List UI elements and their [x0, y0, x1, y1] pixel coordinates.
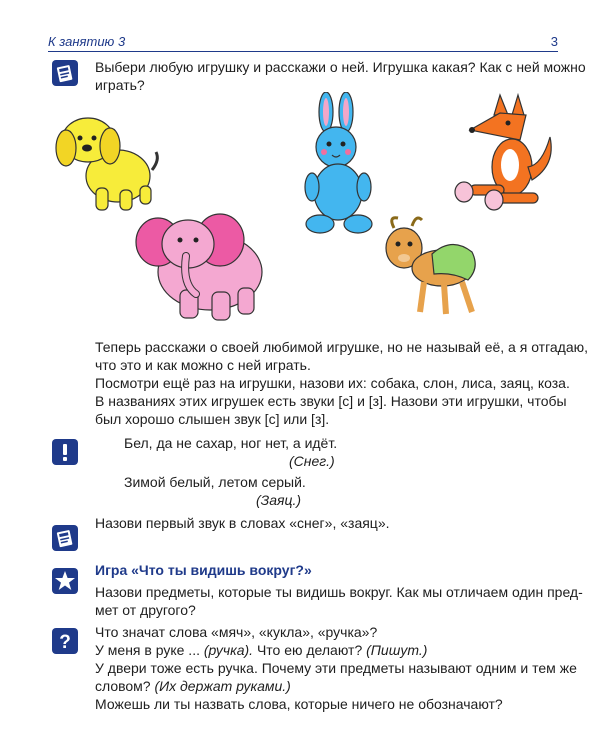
elephant-toy-illustration [130, 202, 280, 327]
section2-line1: Теперь расскажи о своей любимой игрушке, но не называй её, а я отгадаю, [95, 339, 589, 355]
section1-text-line1: Выбери любую игрушку и расскажи о ней. Игрушка какая? Как с ней можно [95, 59, 586, 75]
question-icon [52, 628, 78, 654]
riddle1-answer: (Снег.) [289, 453, 335, 469]
header-title: К занятию 3 [48, 34, 126, 49]
section2-line2: что это и как можно с ней играть. [95, 357, 311, 373]
questions-line1: Что значат слова «мяч», «кукла», «ручка»? [95, 624, 378, 640]
section1-text-line2: играть? [95, 77, 145, 93]
game-text-line2: мет от другого? [95, 602, 196, 618]
star-icon [52, 568, 78, 594]
riddle1-text: Бел, да не сахар, ног нет, а идёт. [124, 435, 338, 451]
riddle2-text: Зимой белый, летом серый. [124, 474, 306, 490]
questions-line4 [95, 678, 291, 696]
questions-line5: Можешь ли ты назвать слова, которые ничего не обозначают? [95, 696, 503, 712]
section2-line3: Посмотри ещё раз на игрушки, назови их: собака, слон, лиса, заяц, коза. [95, 375, 570, 391]
book-icon [52, 60, 78, 86]
svg-text:?: ? [59, 632, 71, 653]
section3-text: Назови первый звук в словах «снег», «заяц». [95, 515, 390, 531]
bunny-toy-illustration [290, 92, 385, 242]
riddle2-answer: (Заяц.) [256, 492, 302, 508]
game-title: Игра «Что ты видишь вокруг?» [95, 562, 312, 578]
section2-line5: был хорошо слышен звук [с] или [з]. [95, 411, 330, 427]
questions-line2-b: (ручка). [203, 642, 254, 658]
questions-line2-d: (Пишут.) [366, 642, 428, 658]
page-number: 3 [550, 34, 558, 49]
questions-line4-b: (Их держат руками.) [154, 678, 291, 694]
game-text-line1: Назови предметы, которые ты видишь вокруг. Как мы отличаем один пред- [95, 584, 583, 600]
questions-line2-a: У меня в руке ... [95, 642, 204, 658]
exclamation-icon [52, 439, 78, 465]
questions-line3: У двери тоже есть ручка. Почему эти предметы называют одним и тем же [95, 660, 577, 676]
goat-toy-illustration [372, 212, 497, 327]
questions-line2 [95, 642, 427, 660]
page-header [48, 33, 558, 52]
section2-line4: В названиях этих игрушек есть звуки [с] и [з]. Назови эти игрушки, чтобы [95, 393, 567, 409]
questions-line2-c: Что ею делают? [253, 642, 367, 658]
book-icon [52, 525, 78, 551]
fox-toy-illustration [450, 85, 560, 220]
questions-line4-a: словом? [95, 678, 155, 694]
